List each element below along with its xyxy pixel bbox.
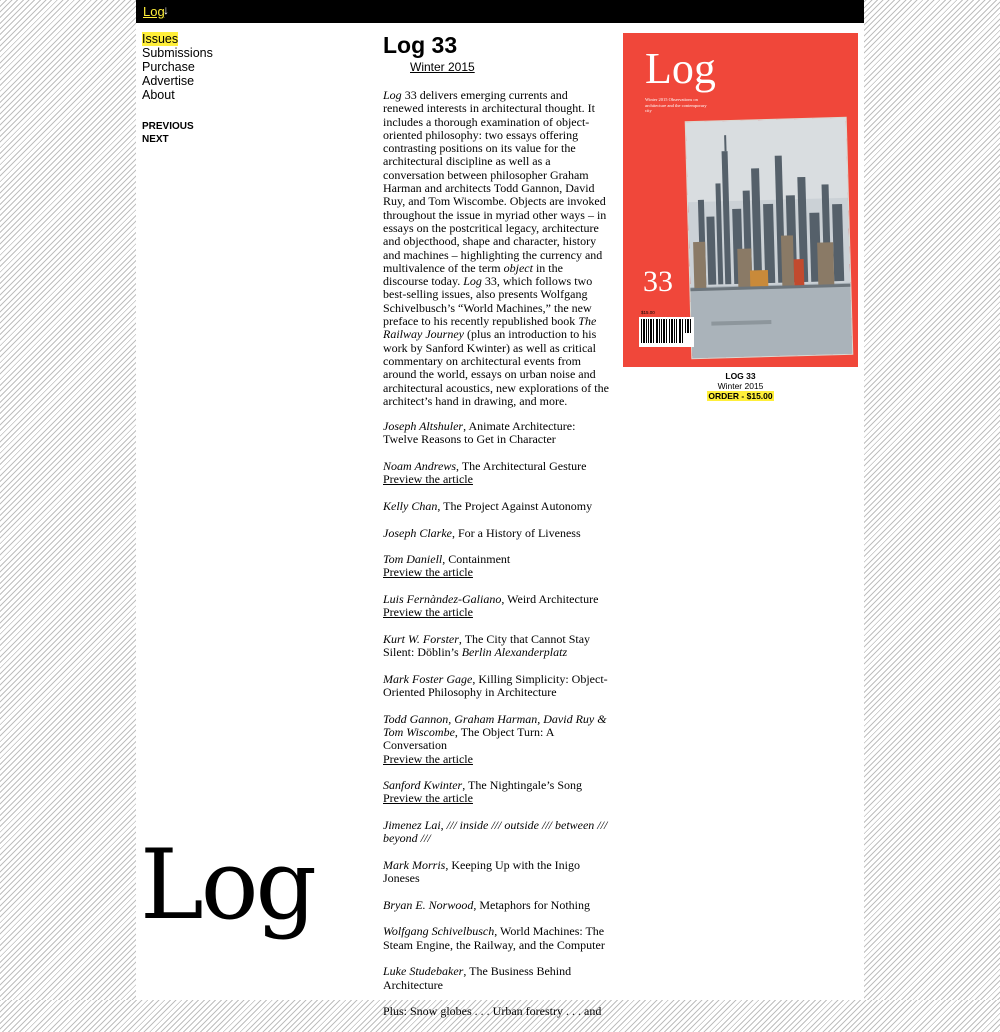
previous-link[interactable]: PREVIOUS: [142, 121, 194, 132]
entry-separator: ,: [456, 459, 462, 474]
description-text: 33, which follows two best-selling issues, also presents Wolfgang Schivelbusch’s “World Machines,” the new preface to his recently republished book: [383, 274, 593, 329]
entry-title: The Architectural Gesture: [461, 459, 587, 474]
table-of-contents: [383, 420, 609, 1018]
nav-item-label: Submissions: [142, 46, 213, 60]
entry-author: Tom Daniell: [383, 552, 443, 567]
entry-separator: ,: [440, 818, 447, 833]
issue-pager: [142, 120, 194, 146]
entry-separator: ,: [501, 591, 508, 606]
contents-entry: [383, 673, 609, 700]
sidebar-nav: [142, 32, 213, 102]
entry-title: The City that Cannot Stay Silent: Döblin’s: [383, 631, 591, 660]
cover-issue-number: 33: [643, 265, 673, 298]
cover-photo: [686, 118, 853, 358]
preview-article-link[interactable]: Preview the article: [383, 472, 473, 487]
entry-author: Jimenez Lai: [383, 818, 441, 833]
entry-separator: ,: [445, 857, 452, 872]
nav-item-advertise[interactable]: [142, 74, 213, 88]
issue-date-link[interactable]: Winter 2015: [410, 60, 475, 74]
footer-logo: Log: [140, 829, 314, 941]
nav-item-label: Purchase: [142, 60, 195, 74]
entry-separator: ,: [458, 631, 465, 646]
entry-separator: ,: [463, 964, 470, 979]
contents-entry: [383, 859, 609, 886]
entry-author: Wolfgang Schivelbusch: [383, 924, 495, 939]
contents-entry: [383, 593, 609, 620]
cover-caption-title: LOG 33: [725, 371, 756, 381]
entry-separator: ,: [454, 724, 461, 739]
entry-title: For a History of Liveness: [457, 525, 581, 540]
entry-separator: ,: [472, 671, 479, 686]
nav-item-label: Issues: [142, 32, 179, 46]
contents-entry: [383, 500, 609, 513]
nav-item-label: About: [142, 88, 175, 102]
description-italic: object: [503, 260, 533, 275]
preview-article-link[interactable]: Preview the article: [383, 565, 473, 580]
entry-title: Killing Simplicity: Object-Oriented Philosophy in Architecture: [383, 671, 608, 700]
entry-title: The Nightingale’s Song: [468, 778, 583, 793]
description-text: (plus an introduction to his work by Sanford Kwinter) as well as critical commentary on architectural events from around the world, essays on urban noise and architectural acoustics, new explorations of the architect’s hand in drawing, and more.: [383, 327, 609, 408]
entry-title-italic: Berlin Alexanderplatz: [461, 645, 568, 660]
entry-title: Weird Architecture: [507, 591, 599, 606]
entry-separator: ,: [473, 897, 480, 912]
entry-title: Metaphors for Nothing: [479, 897, 590, 912]
entry-title: The Object Turn: A Conversation: [383, 724, 554, 753]
issue-main: [383, 32, 609, 1032]
barcode-icon: [639, 317, 694, 347]
entry-title: The Project Against Autonomy: [443, 498, 593, 513]
entry-separator: ,: [494, 924, 501, 939]
entry-title: Containment: [448, 552, 511, 567]
arrow-down-icon[interactable]: ↓: [163, 3, 169, 17]
cover-blurb: Winter 2015 Observations on architecture and the contemporary city: [645, 97, 707, 113]
cover-caption-date: Winter 2015: [717, 381, 764, 391]
entry-author: Kurt W. Forster: [383, 631, 459, 646]
contents-entry: [383, 965, 609, 992]
contents-entry: [383, 553, 609, 580]
cover-price: $15.00: [641, 310, 655, 315]
contents-plus-line: Plus: Snow globes . . . Urban forestry . . . and: [383, 1004, 602, 1019]
entry-author: Luis Fernàndez-Galiano: [383, 591, 502, 606]
entry-author: Joseph Clarke: [383, 525, 452, 540]
cover-caption: [623, 371, 858, 401]
entry-separator: ,: [442, 552, 449, 567]
cover-panel: [623, 33, 858, 401]
entry-separator: ,: [463, 419, 469, 434]
entry-separator: ,: [451, 525, 458, 540]
contents-entry: [383, 713, 609, 766]
entry-author: Sanford Kwinter: [383, 778, 463, 793]
entry-author: Kelly Chan: [383, 498, 438, 513]
order-button[interactable]: ORDER - $15.00: [708, 391, 773, 401]
brand-link[interactable]: Log: [143, 4, 165, 19]
nav-item-issues[interactable]: [142, 32, 213, 46]
page-title: Log 33: [383, 32, 458, 58]
nav-item-purchase[interactable]: [142, 60, 213, 74]
description-italic: The Railway Journey: [383, 314, 597, 342]
next-link[interactable]: NEXT: [142, 134, 169, 145]
contents-entry: [383, 779, 609, 806]
entry-title: Keeping Up with the Inigo Joneses: [383, 857, 580, 886]
nav-item-label: Advertise: [142, 74, 195, 88]
entry-title: Animate Architecture: Twelve Reasons to Get in Character: [383, 419, 576, 447]
issue-description: [383, 89, 609, 408]
preview-article-link[interactable]: Preview the article: [383, 751, 473, 766]
entry-title: World Machines: The Steam Engine, the Railway, and the Computer: [383, 924, 605, 952]
entry-author: Mark Morris: [383, 857, 446, 872]
contents-entry: [383, 633, 609, 660]
contents-entry: [383, 460, 609, 487]
cover-image[interactable]: [623, 33, 858, 367]
contents-entry: [383, 420, 609, 447]
entry-author: Luke Studebaker: [383, 964, 464, 979]
entry-author: Todd Gannon, Graham Harman, David Ruy & Tom Wiscombe: [383, 711, 607, 739]
preview-article-link[interactable]: Preview the article: [383, 791, 473, 806]
entry-author: Joseph Altshuler: [383, 419, 464, 434]
entry-title: The Business Behind Architecture: [383, 964, 572, 992]
description-italic: Log: [383, 88, 402, 102]
nav-item-submissions[interactable]: [142, 46, 213, 60]
top-bar: [136, 0, 864, 23]
entry-author: Bryan E. Norwood: [383, 897, 474, 912]
nav-item-about[interactable]: [142, 88, 213, 102]
entry-author: Noam Andrews: [383, 459, 457, 474]
entry-separator: ,: [462, 778, 469, 793]
entry-title-italic: /// inside /// outside /// between /// beyond ///: [383, 818, 608, 846]
description-text: in the discourse today.: [383, 260, 563, 289]
contents-entry: [383, 819, 609, 846]
entry-separator: ,: [437, 498, 444, 513]
page: [136, 0, 864, 1019]
entry-author: Mark Foster Gage: [383, 671, 473, 686]
contents-entry: [383, 899, 609, 912]
description-italic: Log: [463, 274, 482, 289]
preview-article-link[interactable]: Preview the article: [383, 605, 473, 620]
contents-entry: [383, 527, 609, 540]
contents-entry: [383, 925, 609, 952]
cover-logo: Log: [645, 44, 716, 93]
description-text: 33 delivers emerging currents and renewed interests in architectural thought. It includes a thorough examination of object-oriented philosophy: two essays offering contrasting positions on its value for the architectural discipline as well as a conversation between philosopher Graham Harman and architects Todd Gannon, David Ruy, and Tom Wiscombe. Objects are invoked throughout the issue in myriad other ways – in essays on the postcritical legacy, architecture and objecthood, shape and character, history and machines – highlighting the currency and multivalence of the term: [383, 88, 607, 275]
